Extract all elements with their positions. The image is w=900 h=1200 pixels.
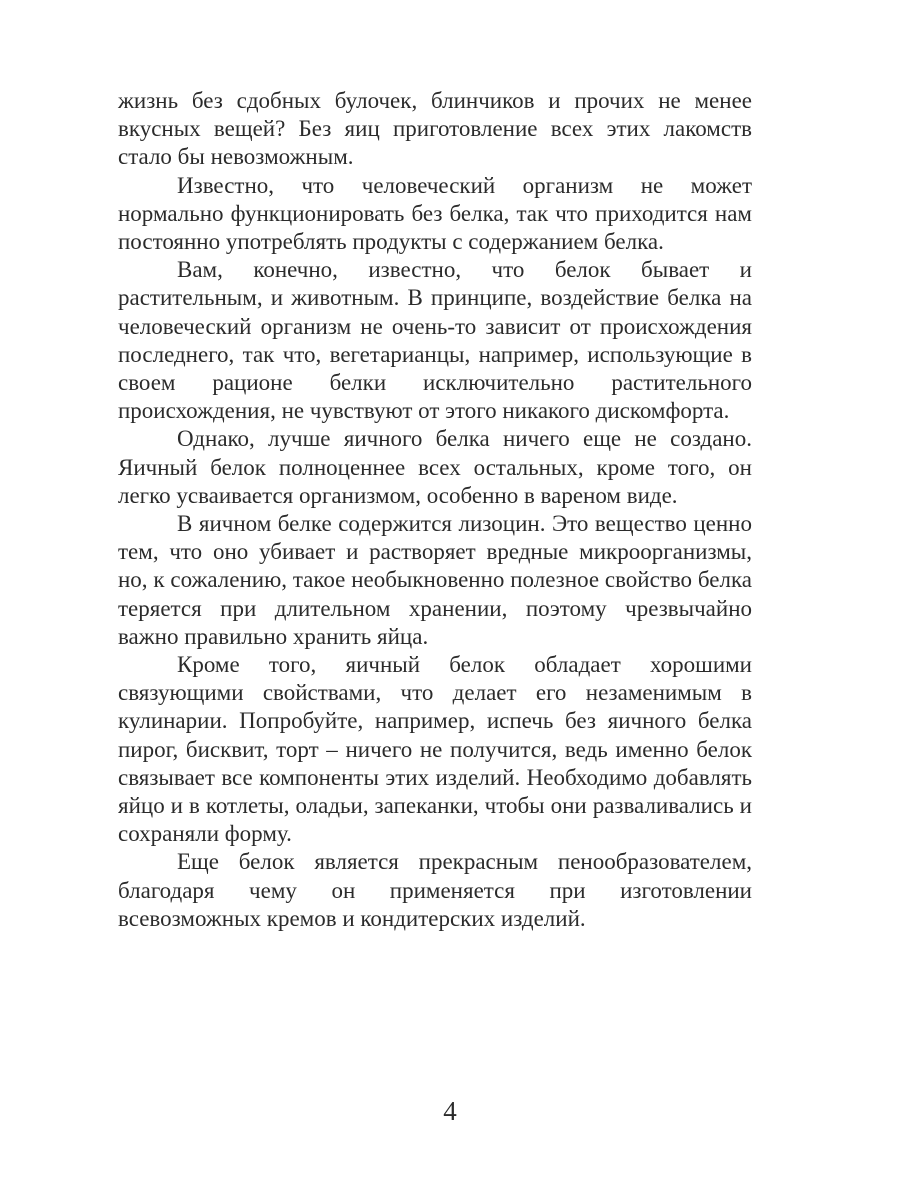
paragraph: В яичном белке содержится лизоцин. Это вещество ценно тем, что оно убивает и растворяет вредные микроорганизмы, но, к сожалению, такое необыкновенно полезное свойство белка теряется при длительном хранении, поэтому чрезвычайно важно правильно хранить яйца. — [118, 511, 752, 649]
paragraph: Еще белок является прекрасным пенообразователем, благодаря чему он применяется при изготовлении всевозможных кремов и кондитерских изделий. — [118, 849, 752, 931]
paragraph: Кроме того, яичный белок обладает хорошими связующими свойствами, что делает его незаменимым в кулинарии. Попробуйте, например, испечь без яичного белка пирог, бисквит, торт – ничего не получится, ведь именно белок связывает все компоненты этих изделий. Необходимо добавлять яйцо и в котлеты, оладьи, запеканки, чтобы они разваливались и сохраняли форму. — [118, 652, 752, 847]
page-number: 4 — [443, 1096, 457, 1126]
paragraph: Однако, лучше яичного белка ничего еще не создано. Яичный белок полноценнее всех остальных, кроме того, он легко усваивается организмом, особенно в вареном виде. — [118, 426, 752, 508]
paragraph-continued: жизнь без сдобных булочек, блинчиков и прочих не менее вкусных вещей? Без яиц приготовление всех этих лакомств стало бы невозможным. — [118, 88, 752, 170]
paragraph: Известно, что человеческий организм не может нормально функционировать без белка, так что приходится нам постоянно употреблять продукты с содержанием белка. — [118, 172, 752, 255]
paragraph: Вам, конечно, известно, что белок бывает и растительным, и животным. В принципе, воздействие белка на человеческий организм не очень-то зависит от происхождения последнего, так что, вегетарианцы, например, использующие в своем рационе белки исключительно растительного происхождения, не чувствуют от этого никакого дискомфорта. — [118, 257, 752, 424]
body-text — [118, 87, 752, 933]
